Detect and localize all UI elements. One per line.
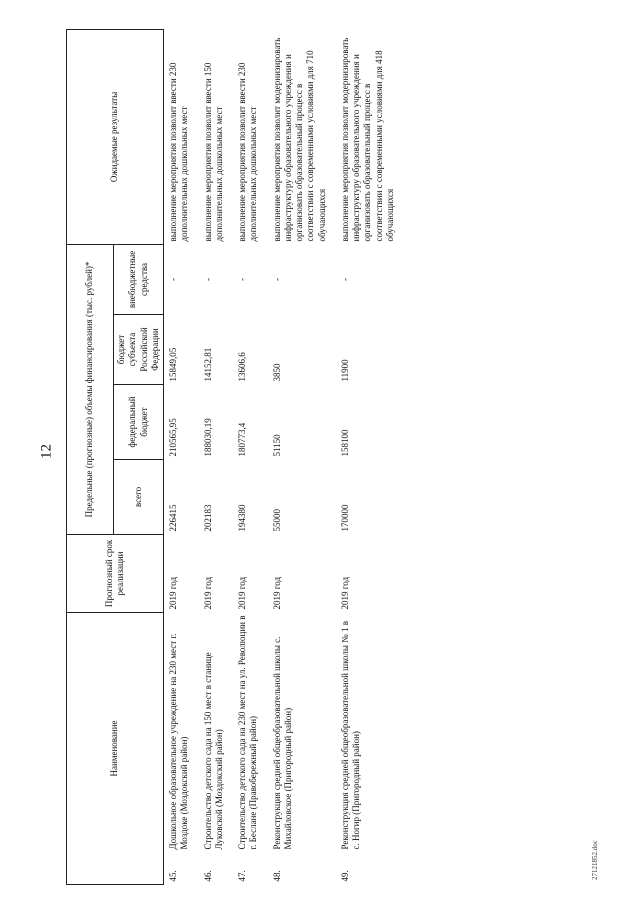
row-regional: 14152,81 (202, 347, 213, 382)
row-result: выполнение мероприятия позволит ввести 230 дополнительных дошкольных мест (168, 62, 190, 242)
row-term: 2019 год (271, 576, 282, 610)
header-term: Прогнозный срок реализации (67, 534, 164, 612)
row-extra: - (237, 277, 247, 281)
row-name: Дошкольное образовательное учреждение на 230 мест г. Моздоке (Моздокский район) (168, 633, 190, 850)
header-regional: бюджет субъекта Российской Федерации (114, 314, 164, 384)
row-term: 2019 год (339, 576, 350, 610)
row-number: 48. (271, 870, 282, 882)
table-row (336, 29, 404, 884)
row-number: 47. (237, 870, 247, 882)
funding-table (66, 29, 404, 885)
row-total: 226415 (168, 504, 178, 532)
row-number: 46. (202, 870, 213, 882)
row-name: Строительство детского сада на 230 мест на ул. Революции в г. Беслане (Правобережный район) (237, 615, 259, 850)
header-funding-group: Предельные (прогнозные) объемы финансирования (тыс. рублей)* (67, 244, 114, 534)
row-number: 45. (168, 870, 178, 882)
row-regional: 3850 (271, 363, 282, 382)
row-result: выполнение мероприятия позволит ввести 230 дополнительных дошкольных мест (237, 62, 259, 242)
row-total: 202183 (202, 504, 213, 532)
page-number: 12 (38, 444, 55, 459)
row-regional: 15849,05 (168, 347, 178, 382)
header-name: Наименование (67, 612, 164, 884)
table-row (268, 29, 336, 884)
row-federal: 158100 (339, 429, 350, 457)
row-number: 49. (339, 870, 350, 882)
row-federal: 210565,95 (168, 418, 178, 457)
row-name: Строительство детского сада на 150 мест в станице Луковской (Моздокский район) (202, 652, 224, 850)
row-result: выполнение мероприятия позволит модернизировать инфраструктуру образовательного учреждения и организовать образовательный процесс в соответствии с современными условиями для 418 обучающихся (339, 37, 395, 242)
header-total: всего (114, 459, 164, 534)
header-extra: внебюджетные средства (114, 244, 164, 314)
row-term: 2019 год (168, 576, 178, 610)
row-total: 55000 (271, 508, 282, 532)
footer-filename: 27121852.doc (591, 840, 599, 880)
row-result: выполнение мероприятия позволит ввести 150 дополнительных дошкольных мест (202, 62, 224, 242)
row-total: 170000 (339, 504, 350, 532)
row-extra: - (202, 277, 213, 281)
header-results: Ожидаемые результаты (67, 29, 164, 244)
row-total: 194380 (237, 504, 247, 532)
row-regional: 13606,6 (237, 352, 247, 382)
row-term: 2019 год (202, 576, 213, 610)
row-name: Реконструкция средней общеобразовательной школы с. Михайловское (Пригородный район) (271, 636, 293, 850)
row-extra: - (271, 277, 282, 281)
table-row (233, 29, 268, 884)
row-regional: 11900 (339, 359, 350, 382)
header-federal: федеральный бюджет (114, 384, 164, 459)
row-result: выполнение мероприятия позволит модернизировать инфраструктуру образовательного учреждения и организовать образовательный процесс в соответствии с современными условиями для 710 обучающихся (271, 37, 327, 242)
table-row (199, 29, 234, 884)
row-extra: - (339, 277, 350, 281)
funding-table-container (66, 30, 606, 885)
row-federal: 51150 (271, 434, 282, 457)
row-federal: 188030,19 (202, 418, 213, 457)
table-row (164, 29, 199, 884)
row-federal: 180773,4 (237, 422, 247, 457)
row-extra: - (168, 277, 178, 281)
row-term: 2019 год (237, 576, 247, 610)
row-name: Реконструкция средней общеобразовательной школы № 1 в с. Ногир (Пригородный район) (339, 621, 361, 850)
